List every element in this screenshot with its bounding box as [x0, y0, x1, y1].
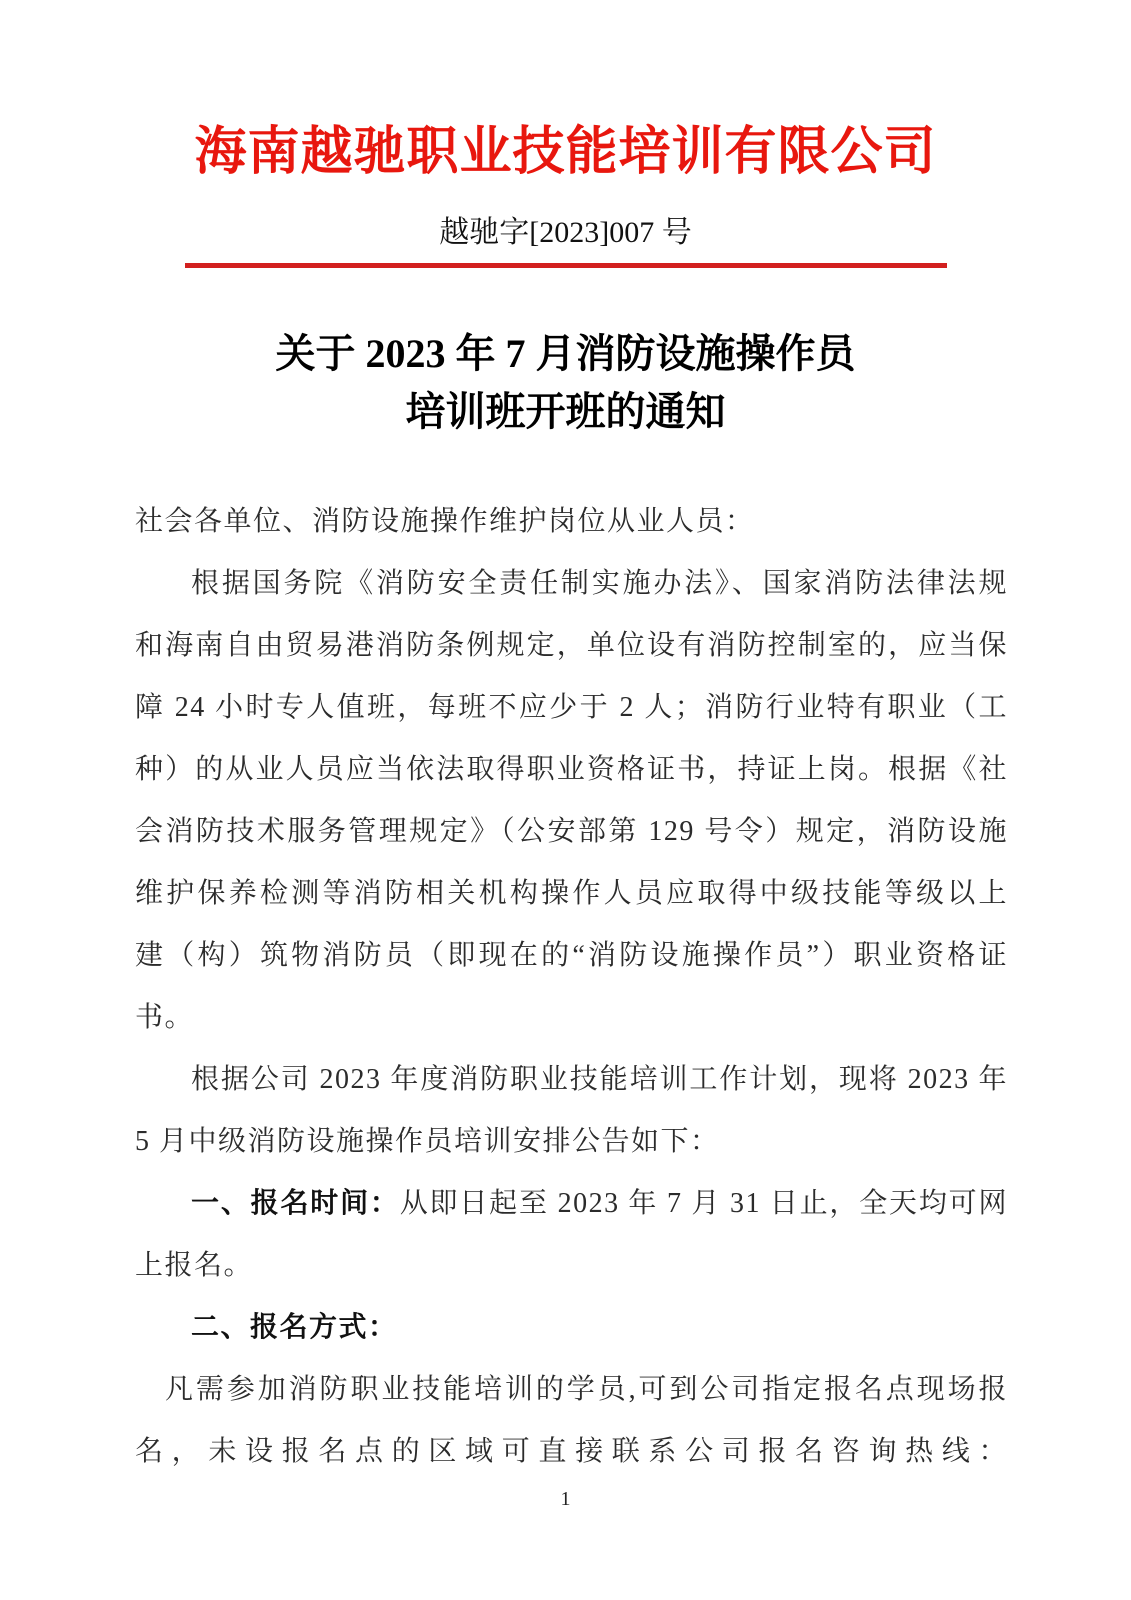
document-reference-number: 越驰字[2023]007 号	[439, 216, 692, 249]
body-line: 维护保养检测等消防相关机构操作人员应取得中级技能等级以上	[135, 878, 1008, 909]
body-line: 和海南自由贸易港消防条例规定，单位设有消防控制室的，应当保	[135, 630, 1008, 661]
notice-body	[135, 491, 1008, 1483]
notice-title-line-1: 关于 2023 年 7 月消防设施操作员	[275, 331, 856, 376]
body-line: 根据公司 2023 年度消防职业技能培训工作计划，现将 2023 年	[191, 1064, 1008, 1095]
notice-title-line-2: 培训班开班的通知	[405, 389, 726, 434]
body-line: 种）的从业人员应当依法取得职业资格证书，持证上岗。根据《社	[135, 754, 1008, 785]
body-line: 会消防技术服务管理规定》（公安部第 129 号令）规定，消防设施	[135, 816, 1008, 847]
section-heading-registration-time: 一、报名时间：	[191, 1188, 400, 1219]
notice-title	[0, 325, 1131, 441]
body-line: 上报名。	[135, 1250, 254, 1281]
company-letterhead-title: 海南越驰职业技能培训有限公司	[194, 124, 937, 181]
letterhead-divider-rule	[185, 263, 947, 268]
body-line-salutation: 社会各单位、消防设施操作维护岗位从业人员：	[135, 506, 755, 537]
body-line: 根据国务院《消防安全责任制实施办法》、国家消防法律法规	[191, 568, 1008, 599]
page-number: 1	[560, 1488, 571, 1510]
body-line-text: 从即日起至 2023 年 7 月 31 日止，全天均可网	[399, 1188, 1008, 1219]
body-line: 名，未设报名点的区域可直接联系公司报名咨询热线：	[135, 1436, 1008, 1467]
body-line: 书。	[135, 1002, 195, 1033]
body-line: 凡需参加消防职业技能培训的学员,可到公司指定报名点现场报	[165, 1374, 1008, 1405]
body-line-registration-time	[135, 1173, 1008, 1235]
body-line-registration-method	[135, 1297, 1008, 1359]
body-line: 障 24 小时专人值班，每班不应少于 2 人；消防行业特有职业（工	[135, 692, 1008, 723]
section-heading-registration-method: 二、报名方式：	[191, 1312, 398, 1343]
body-line: 5 月中级消防设施操作员培训安排公告如下：	[135, 1126, 720, 1157]
body-line: 建（构）筑物消防员（即现在的“消防设施操作员”）职业资格证	[135, 940, 1008, 971]
